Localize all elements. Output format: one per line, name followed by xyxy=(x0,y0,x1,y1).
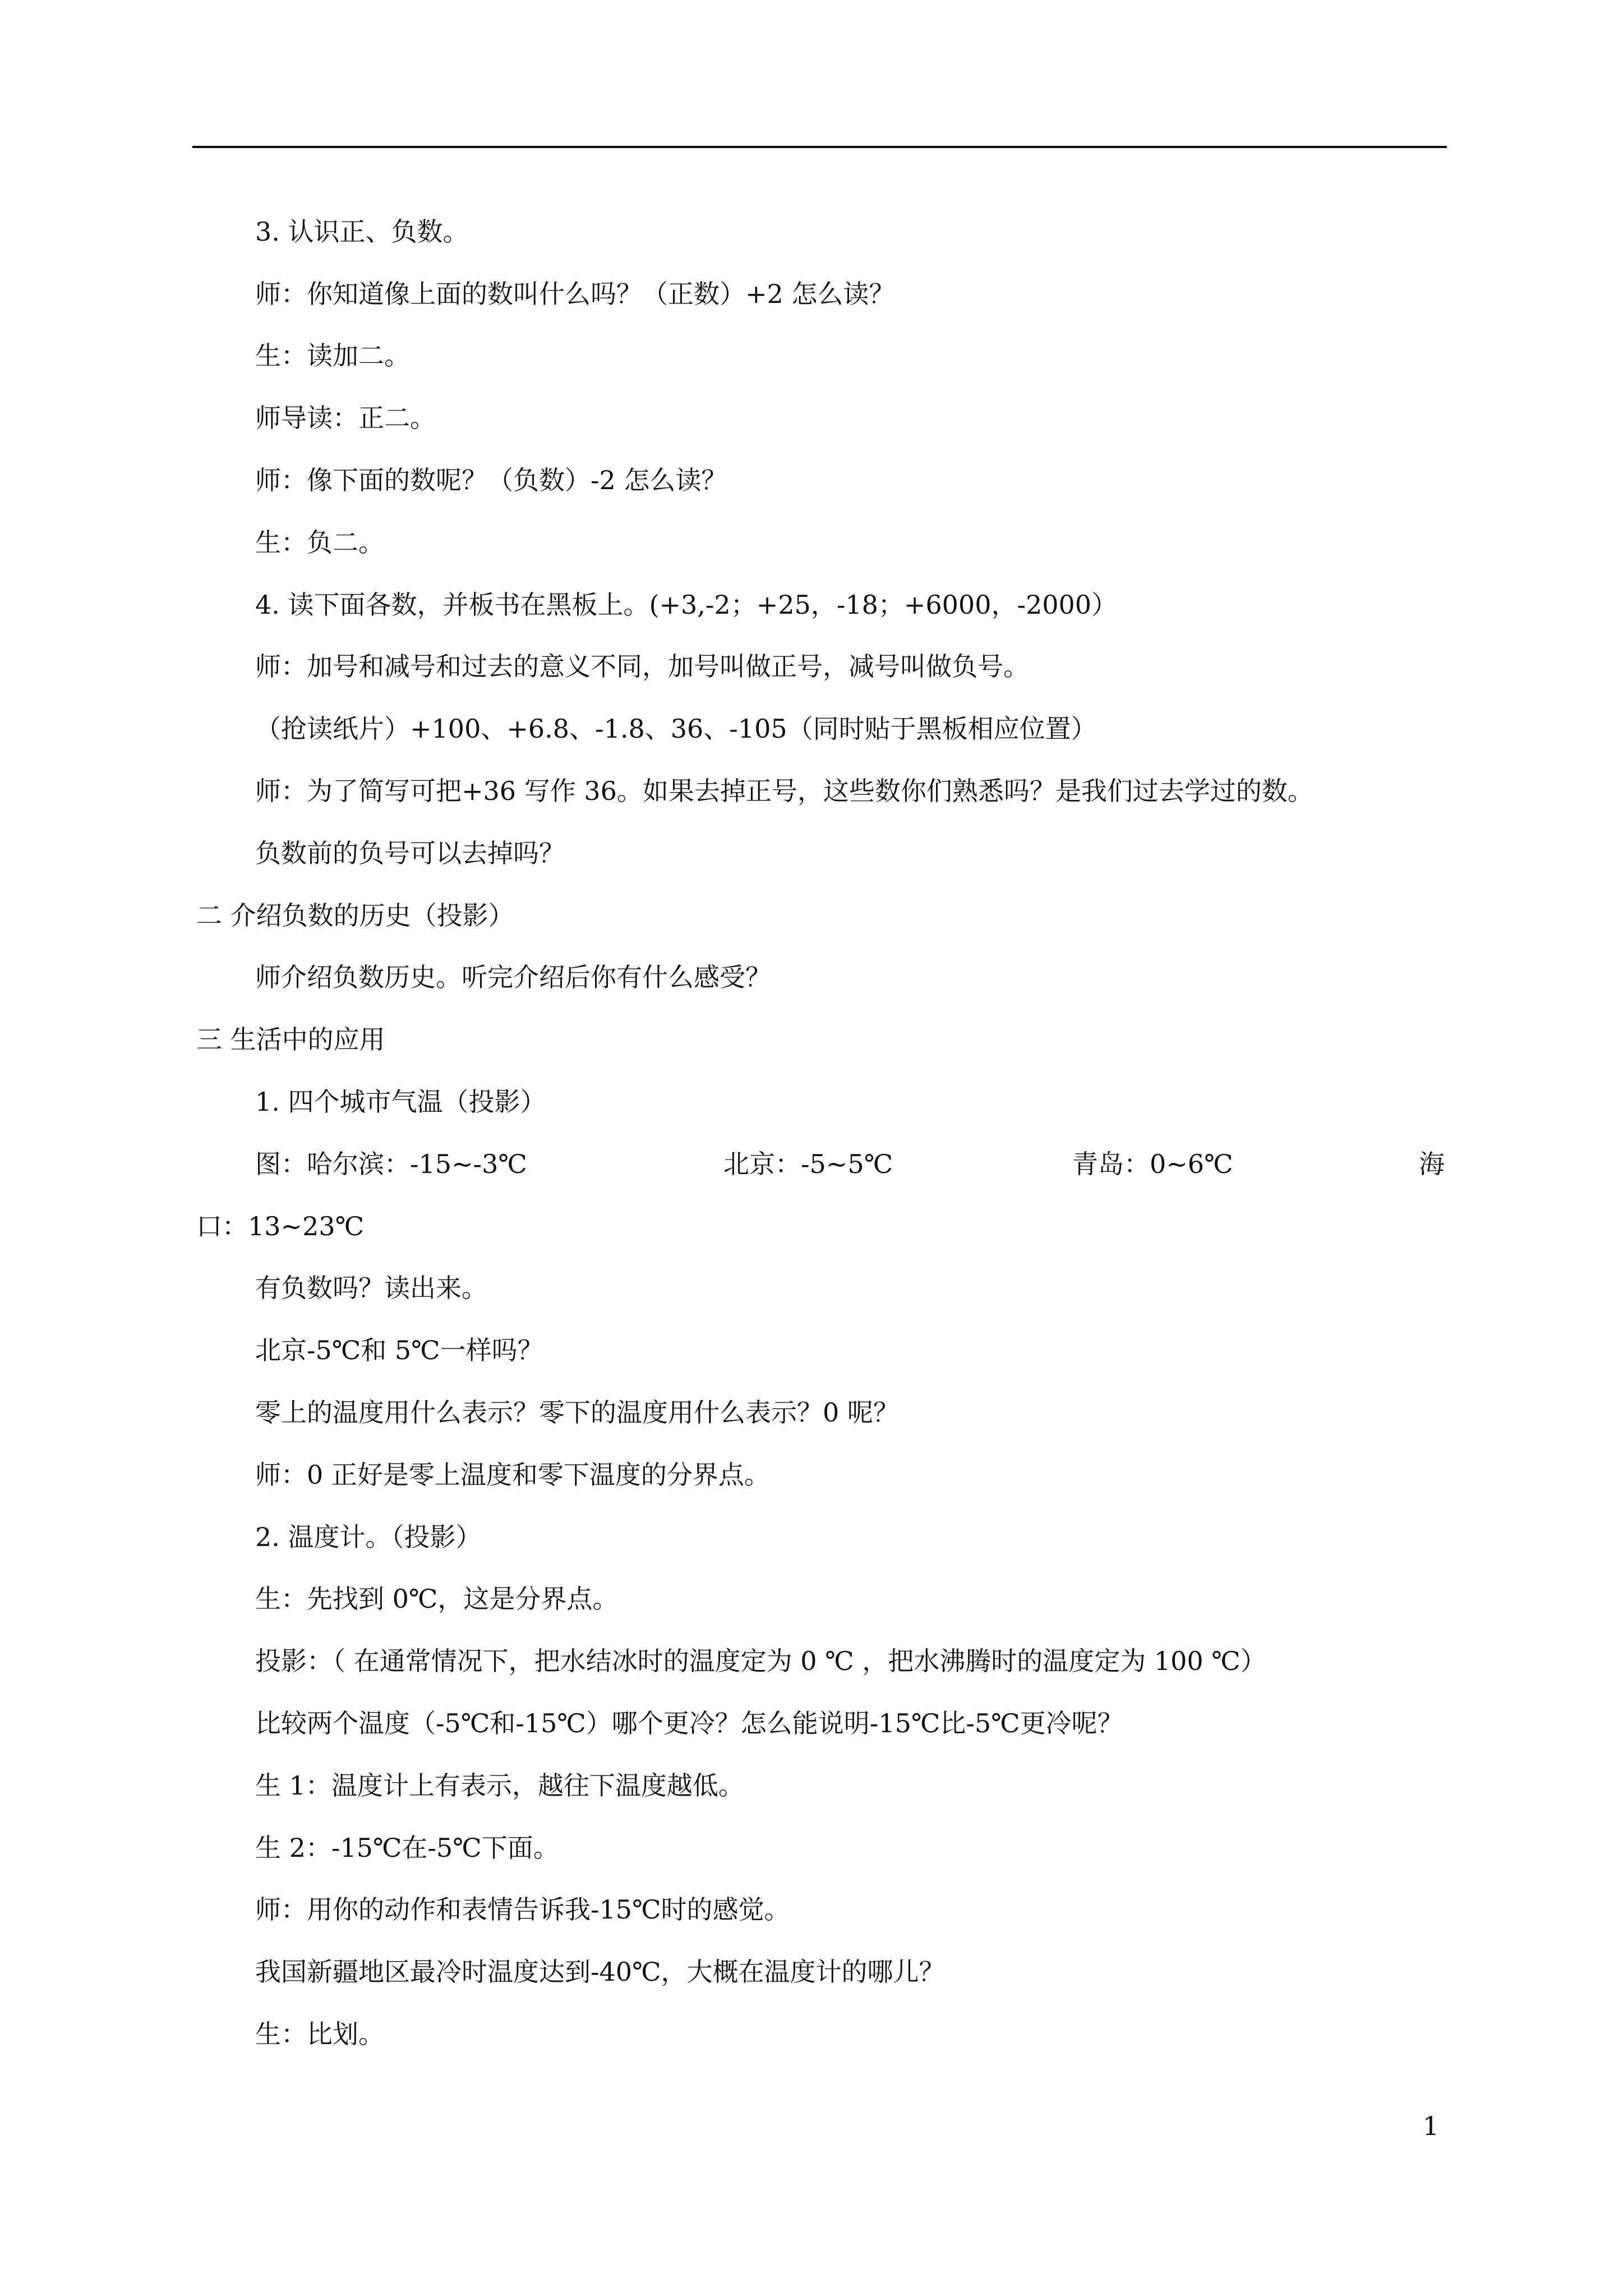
question-line: 负数前的负号可以去掉吗？ xyxy=(255,838,565,868)
teacher-line: 师：像下面的数呢？（负数）-2 怎么读？ xyxy=(255,465,727,495)
student-line: 生：比划。 xyxy=(255,2019,384,2049)
student-line: 生：先找到 0℃，这是分界点。 xyxy=(255,1584,619,1614)
section-2-heading: 二 介绍负数的历史（投影） xyxy=(196,900,514,931)
item-1-heading: 1. 四个城市气温（投影） xyxy=(255,1087,546,1117)
page-number: 1 xyxy=(1422,2111,1439,2141)
question-line: 比较两个温度（-5℃和-15℃）哪个更冷？怎么能说明-15℃比-5℃更冷呢？ xyxy=(255,1708,1123,1738)
student-line: 生：读加二。 xyxy=(255,341,410,371)
item-2-heading: 2. 温度计。（投影） xyxy=(255,1522,482,1552)
projection-line: 投影：（ 在通常情况下，把水结冰时的温度定为 0 ℃ ，把水沸腾时的温度定为 100 ℃） xyxy=(255,1646,1266,1676)
teacher-line: 师：0 正好是零上温度和零下温度的分界点。 xyxy=(255,1460,770,1490)
teacher-line: 师：用你的动作和表情告诉我-15℃时的感觉。 xyxy=(255,1894,790,1925)
teacher-line: 师：加号和减号和过去的意义不同，加号叫做正号，减号叫做负号。 xyxy=(255,651,1029,682)
teacher-line: 师：为了简写可把+36 写作 36。如果去掉正号，这些数你们熟悉吗？是我们过去学过的数。 xyxy=(255,776,1313,806)
question-line: 有负数吗？读出来。 xyxy=(255,1273,487,1303)
teacher-line: 师介绍负数历史。听完介绍后你有什么感受？ xyxy=(255,962,771,992)
question-line: 零上的温度用什么表示？零下的温度用什么表示？0 呢？ xyxy=(255,1397,899,1428)
student-1-line: 生 1：温度计上有表示，越往下温度越低。 xyxy=(255,1770,744,1801)
city-temp-qingdao: 青岛：0~6℃ xyxy=(1072,1149,1233,1179)
teacher-line: 师：你知道像上面的数叫什么吗？（正数）+2 怎么读？ xyxy=(255,279,895,309)
item-4-heading: 4. 读下面各数，并板书在黑板上。(+3,-2；+25，-18；+6000，-2000） xyxy=(255,590,1118,620)
city-temp-haikou-part2: 口：13~23℃ xyxy=(196,1211,365,1241)
student-2-line: 生 2：-15℃在-5℃下面。 xyxy=(255,1833,559,1863)
student-line: 生：负二。 xyxy=(255,527,384,558)
section-3-heading: 三 生活中的应用 xyxy=(196,1024,385,1055)
city-temp-harbin: 图：哈尔滨：-15~-3℃ xyxy=(255,1149,527,1179)
card-reading-line: （抢读纸片）+100、+6.8、-1.8、36、-105（同时贴于黑板相应位置） xyxy=(255,714,1097,744)
question-line: 我国新疆地区最冷时温度达到-40℃，大概在温度计的哪儿？ xyxy=(255,1957,945,1987)
city-temp-haikou-part1: 海 xyxy=(1419,1149,1445,1179)
teacher-guide-line: 师导读：正二。 xyxy=(255,403,436,433)
city-temp-beijing: 北京：-5~5℃ xyxy=(723,1149,893,1179)
header-rule xyxy=(192,146,1447,148)
question-line: 北京-5℃和 5℃一样吗？ xyxy=(255,1335,543,1365)
item-3-heading: 3. 认识正、负数。 xyxy=(255,217,469,247)
